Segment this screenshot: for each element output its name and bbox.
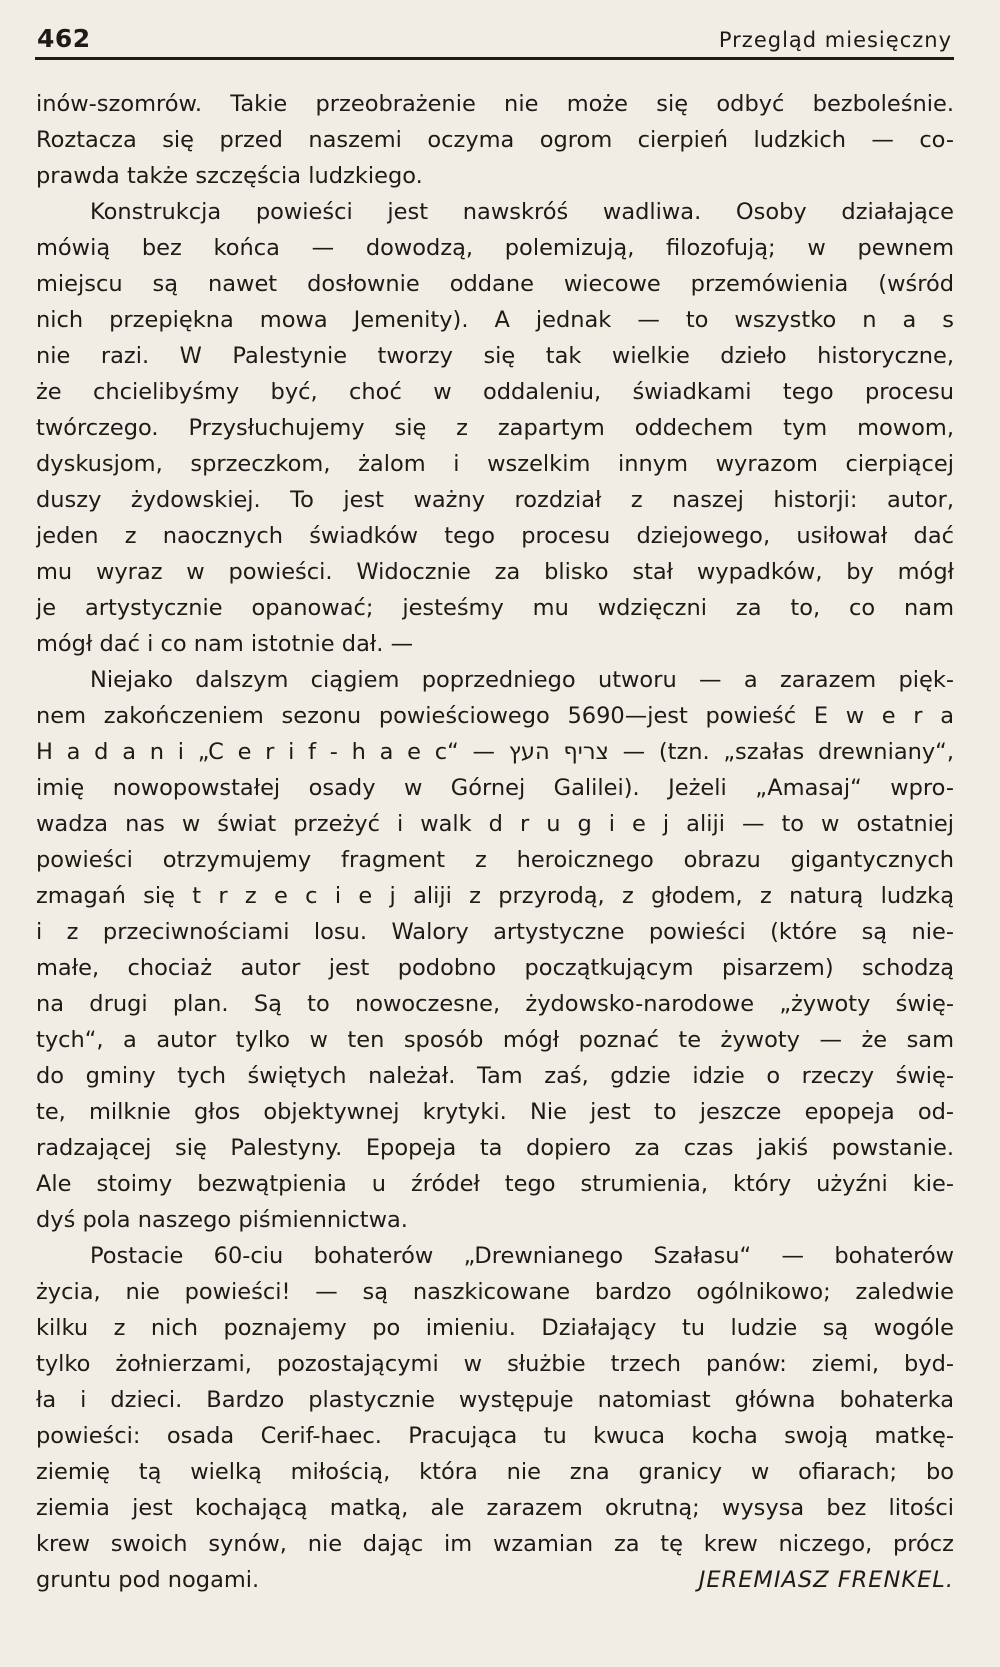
text-line: że chcielibyśmy być, choć w oddaleniu, świadkami tego procesu	[36, 379, 954, 405]
text-line: krew swoich synów, nie dając im wzamian za tę krew niczego, prócz	[36, 1531, 954, 1557]
text-line: dyskusjom, sprzeczkom, żalom i wszelkim innym wyrazom cierpiącej	[36, 451, 954, 477]
text-line: mu wyraz w powieści. Widocznie za blisko stał wypadków, by mógł	[36, 559, 954, 585]
text-line: gruntu pod nogami.	[36, 1567, 260, 1593]
text-line: dyś pola naszego piśmiennictwa.	[36, 1207, 408, 1233]
text-line: prawda także szczęścia ludzkiego.	[36, 163, 423, 189]
text-line: Roztacza się przed naszemi oczyma ogrom cierpień ludzkich — co-	[36, 127, 954, 153]
text-line: życia, nie powieści! — są naszkicowane bardzo ogólnikowo; zaledwie	[36, 1279, 954, 1305]
text-line: te, milknie głos objektywnej krytyki. Nie jest to jeszcze epopeja od-	[36, 1099, 954, 1125]
text-line: zmagań się t r z e c i e j aliji z przyrodą, z głodem, z naturą ludzką	[36, 883, 954, 909]
text-line: tylko żołnierzami, pozostającymi w służbie trzech panów: ziemi, byd-	[36, 1351, 954, 1377]
text-line: powieści: osada Cerif-haec. Pracująca tu kwuca kocha swoją matkę-	[36, 1423, 954, 1449]
text-line: Niejako dalszym ciągiem poprzedniego utworu — a zarazem pięk-	[90, 667, 954, 693]
text-line: inów-szomrów. Takie przeobrażenie nie może się odbyć bezboleśnie.	[36, 91, 954, 117]
page-number: 462	[37, 24, 91, 53]
article-body	[36, 86, 954, 1598]
running-header-title: Przegląd miesięczny	[718, 28, 952, 52]
text-line: Postacie 60-ciu bohaterów „Drewnianego Szałasu“ — bohaterów	[90, 1243, 954, 1269]
text-line: nich przepiękna mowa Jemenity). A jednak — to wszystko n a s	[36, 307, 954, 333]
text-line: imię nowopowstałej osady w Górnej Galilei). Jeżeli „Amasaj“ wpro-	[36, 775, 954, 801]
text-line: na drugi plan. Są to nowoczesne, żydowsko-narodowe „żywoty świę-	[36, 991, 954, 1017]
final-line	[36, 1562, 954, 1598]
text-line: ziemię tą wielką miłością, która nie zna granicy w ofiarach; bo	[36, 1459, 954, 1485]
text-line: wadza nas w świat przeżyć i walk d r u g i e j aliji — to w ostatniej	[36, 811, 954, 837]
text-line: radzającej się Palestyny. Epopeja ta dopiero za czas jakiś powstanie.	[36, 1135, 954, 1161]
text-line: do gminy tych świętych należał. Tam zaś, gdzie idzie o rzeczy świę-	[36, 1063, 954, 1089]
text-line: i z przeciwnościami losu. Walory artystyczne powieści (które są nie-	[36, 919, 954, 945]
text-line: ła i dzieci. Bardzo plastycznie występuje natomiast główna bohaterka	[36, 1387, 954, 1413]
text-line: powieści otrzymujemy fragment z heroicznego obrazu gigantycznych	[36, 847, 954, 873]
text-line: miejscu są nawet dosłownie oddane wiecowe przemówienia (wśród	[36, 271, 954, 297]
text-line: je artystycznie opanować; jesteśmy mu wdzięczni za to, co nam	[36, 595, 954, 621]
text-line: nem zakończeniem sezonu powieściowego 5690—jest powieść E w e r a	[36, 703, 954, 729]
text-line: tych“, a autor tylko w ten sposób mógł poznać te żywoty — że sam	[36, 1027, 954, 1053]
text-line: ziemia jest kochającą matką, ale zarazem okrutną; wysysa bez litości	[36, 1495, 954, 1521]
text-line: Konstrukcja powieści jest nawskróś wadliwa. Osoby działające	[90, 199, 954, 225]
text-line: H a d a n i „C e r i f - h a e c“ — צריף העץ — (tzn. „szałas drewniany“,	[36, 739, 954, 765]
author-signature: JEREMIASZ FRENKEL.	[698, 1567, 954, 1593]
header-rule	[35, 57, 954, 60]
text-line: twórczego. Przysłuchujemy się z zapartym oddechem tym mowom,	[36, 415, 954, 441]
text-line: małe, chociaż autor jest podobno początkującym pisarzem) schodzą	[36, 955, 954, 981]
text-line: jeden z naocznych świadków tego procesu dziejowego, usiłował dać	[36, 523, 954, 549]
text-line: mówią bez końca — dowodzą, polemizują, filozofują; w pewnem	[36, 235, 954, 261]
text-line: duszy żydowskiej. To jest ważny rozdział z naszej historji: autor,	[36, 487, 954, 513]
text-line: mógł dać i co nam istotnie dał. —	[36, 631, 414, 657]
text-line: nie razi. W Palestynie tworzy się tak wielkie dzieło historyczne,	[36, 343, 954, 369]
text-line: kilku z nich poznajemy po imieniu. Działający tu ludzie są wogóle	[36, 1315, 954, 1341]
text-line: Ale stoimy bezwątpienia u źródeł tego strumienia, który użyźni kie-	[36, 1171, 954, 1197]
